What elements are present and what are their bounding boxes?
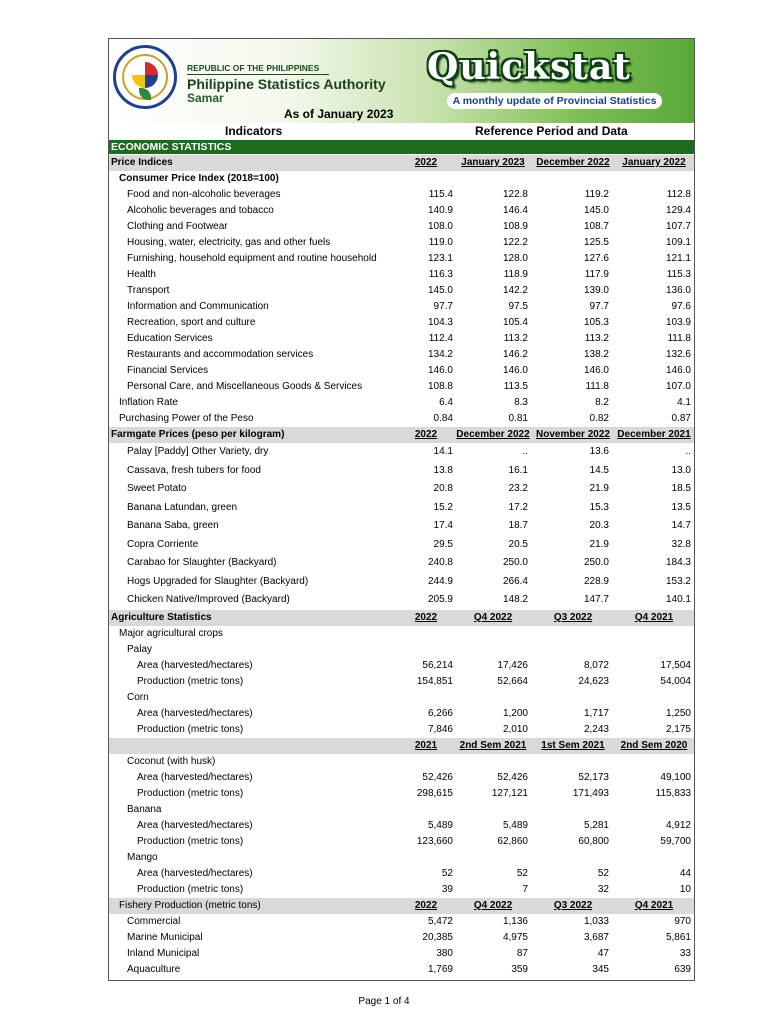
data-cell: 3,687 [583,931,609,943]
data-cell: 18.5 [671,483,691,494]
data-cell: 49,100 [660,771,691,783]
data-cell: 97.7 [433,301,453,312]
table-row [109,347,694,363]
data-cell: 1,033 [583,915,609,927]
data-cell: 15.2 [433,501,453,513]
data-cell: 16.1 [508,464,528,476]
data-cell: 244.9 [427,575,453,587]
data-cell: 184.3 [665,557,691,568]
data-cell: 154,851 [416,675,453,687]
row-label: Purchasing Power of the Peso [119,413,254,424]
data-cell: 146.0 [583,365,609,376]
row-label: Major agricultural crops [119,627,223,639]
data-cell: 20,385 [422,931,453,943]
period-header-row [109,898,694,914]
data-cell: 139.0 [583,285,609,296]
period-header: November 2022 [536,429,610,440]
row-label: Production (metric tons) [137,835,244,847]
data-cell: 146.0 [427,365,453,376]
data-cell: 52 [441,867,453,879]
category-label-row [109,802,694,818]
data-cell: 6.4 [439,397,453,408]
data-cell: 39 [441,883,453,895]
data-cell: 0.87 [671,413,691,424]
data-cell: 153.2 [665,575,691,587]
quickstat-title: Quickstat [427,46,631,88]
data-cell: 17,504 [660,659,691,671]
table-row [109,235,694,251]
data-cell: 14.1 [433,446,453,457]
row-label: Banana Saba, green [127,520,219,531]
data-cell: 29.5 [433,538,453,550]
table-row [109,536,694,555]
data-cell: 107.0 [665,381,691,392]
table-row [109,462,694,481]
period-header: 2nd Sem 2020 [620,739,688,751]
data-cell: 13.8 [433,464,453,476]
data-cell: 142.2 [502,285,528,296]
data-cell: 21.9 [589,538,609,550]
data-cell: 128.0 [502,253,528,264]
table-row [109,914,694,930]
row-label: Agriculture Statistics [111,611,212,623]
header-banner [109,39,694,123]
table-row [109,331,694,347]
data-cell: 8.3 [514,397,528,408]
row-label: Recreation, sport and culture [127,317,256,328]
data-cell: 118.9 [503,269,528,280]
as-of-date: As of January 2023 [284,107,394,121]
row-label: Commercial [127,915,181,927]
quickstat-sheet [108,38,695,981]
row-label: Banana [127,803,162,815]
table-row [109,834,694,850]
data-cell: 24,623 [578,675,609,687]
data-cell: 97.6 [671,301,691,312]
row-label: Sweet Potato [127,483,187,494]
data-cell: 115.3 [666,269,691,280]
data-cell: 116.3 [428,269,453,280]
data-cell: 132.6 [665,349,691,360]
table-row [109,219,694,235]
table-row [109,267,694,283]
row-label: Farmgate Prices (peso per kilogram) [111,429,285,440]
row-label: Production (metric tons) [137,675,244,687]
data-cell: 148.2 [502,594,528,605]
table-row [109,770,694,786]
data-cell: 146.2 [502,349,528,360]
row-label: Inland Municipal [127,947,200,959]
row-label: Chicken Native/Improved (Backyard) [127,594,290,605]
republic-label: REPUBLIC OF THE PHILIPPINES [187,63,329,75]
data-cell: 7 [522,883,528,895]
data-cell: 1,136 [502,915,528,927]
data-cell: 146.4 [502,205,528,216]
data-cell: 10 [679,883,691,895]
data-cell: 13.6 [589,446,609,457]
data-cell: 47 [597,947,609,959]
data-cell: 109.1 [665,237,691,248]
table-row [109,395,694,411]
data-cell: 112.4 [428,333,453,344]
reference-header: Reference Period and Data [475,124,628,138]
row-label: Area (harvested/hectares) [137,707,253,719]
data-cell: 52 [597,867,609,879]
table-row [109,573,694,592]
province-name: Samar [187,91,224,105]
period-header: 2022 [414,611,438,623]
row-label: Food and non-alcoholic beverages [127,189,281,200]
data-cell: 250.0 [583,557,609,568]
data-cell: 111.8 [585,381,609,392]
data-cell: 5,281 [583,819,609,831]
row-label: Marine Municipal [127,931,203,943]
data-cell: 146.0 [665,365,691,376]
data-cell: 119.0 [428,237,453,248]
data-cell: 970 [674,915,691,927]
row-label: Cassava, fresh tubers for food [127,464,261,476]
category-label-row [109,850,694,866]
data-cell: 20.8 [433,483,453,494]
table-row [109,946,694,962]
data-cell: 105.4 [502,317,528,328]
section-header-row [109,427,694,443]
row-label: Area (harvested/hectares) [137,819,253,831]
row-label: Production (metric tons) [137,723,244,735]
row-label: Production (metric tons) [137,787,244,799]
period-header: Q4 2021 [634,899,674,911]
data-cell: 60,800 [578,835,609,847]
data-cell: 129.4 [665,205,691,216]
data-cell: 127,121 [491,787,528,799]
data-cell: 13.0 [671,464,691,476]
data-cell: 2,175 [665,723,691,735]
data-cell: 298,615 [416,787,453,799]
table-row [109,187,694,203]
indicators-header: Indicators [225,124,283,138]
data-cell: 0.81 [508,413,528,424]
row-label: Coconut (with husk) [127,755,216,767]
data-cell: .. [685,446,691,457]
table-row [109,283,694,299]
table-row [109,443,694,462]
economic-statistics-bar: ECONOMIC STATISTICS [109,140,694,154]
row-label: Health [127,269,156,280]
data-cell: 122.2 [502,237,528,248]
data-cell: 103.9 [665,317,691,328]
data-cell: 121.1 [665,253,691,264]
table-row [109,930,694,946]
table-row [109,706,694,722]
period-header: Q3 2022 [553,611,593,623]
data-cell: 108.8 [427,381,453,392]
row-label: Restaurants and accommodation services [127,349,314,360]
table-row [109,866,694,882]
table-row [109,203,694,219]
data-cell: 0.82 [589,413,609,424]
data-cell: 145.0 [427,285,453,296]
data-cell: 145.0 [583,205,609,216]
row-label: Furnishing, household equipment and routine household [127,253,377,264]
row-label: Area (harvested/hectares) [137,867,253,879]
period-header: Q4 2022 [473,611,513,623]
data-cell: 1,717 [583,707,609,719]
table-row [109,379,694,395]
data-cell: 14.7 [671,520,691,531]
data-cell: 5,472 [427,915,453,927]
psa-seal-icon [113,45,177,109]
data-cell: 119.2 [584,189,609,200]
data-cell: 345 [592,963,609,975]
data-cell: 134.2 [427,349,453,360]
data-cell: 5,489 [502,819,528,831]
table-row [109,299,694,315]
data-cell: 52,426 [422,771,453,783]
data-cell: 147.7 [583,594,609,605]
data-cell: 97.7 [589,301,609,312]
table-row [109,674,694,690]
table-row [109,315,694,331]
data-cell: 44 [679,867,691,879]
data-cell: 52,664 [497,675,528,687]
row-label: Carabao for Slaughter (Backyard) [127,557,277,568]
table-row [109,251,694,267]
row-label: Housing, water, electricity, gas and other fuels [127,237,331,248]
data-cell: 2,243 [583,723,609,735]
data-cell: 240.8 [427,557,453,568]
data-cell: 62,860 [497,835,528,847]
data-cell: 5,489 [427,819,453,831]
table-row [109,962,694,978]
row-label: Aquaculture [127,963,181,975]
data-cell: 122.8 [502,189,528,200]
period-header: 2022 [414,157,438,168]
data-cell: 21.9 [589,483,609,494]
period-header: December 2022 [536,157,610,168]
data-cell: 108.7 [583,221,609,232]
data-cell: 5,861 [665,931,691,943]
row-label: Alcoholic beverages and tobacco [127,205,274,216]
data-cell: 32.8 [671,538,691,550]
data-cell: 15.3 [589,501,609,513]
row-label: Personal Care, and Miscellaneous Goods & Services [127,381,363,392]
table-row [109,882,694,898]
table-row [109,722,694,738]
data-cell: 104.3 [427,317,453,328]
data-cell: 20.5 [508,538,528,550]
period-header: 2nd Sem 2021 [459,739,527,751]
table-row [109,499,694,518]
data-cell: 2,010 [502,723,528,735]
data-cell: 228.9 [583,575,609,587]
data-cell: 18.7 [508,520,528,531]
period-header: 1st Sem 2021 [541,739,605,751]
category-label-row [109,754,694,770]
data-cell: 108.0 [427,221,453,232]
data-cell: 52,173 [578,771,609,783]
data-cell: 266.4 [502,575,528,587]
data-cell: 250.0 [502,557,528,568]
table-row [109,786,694,802]
row-label: Inflation Rate [119,397,178,408]
period-header: January 2022 [622,157,686,168]
category-label-row [109,171,694,187]
data-cell: 14.5 [589,464,609,476]
data-cell: 52,426 [497,771,528,783]
data-cell: 87 [516,947,528,959]
data-cell: 359 [511,963,528,975]
period-header: December 2021 [617,429,691,440]
data-cell: 105.3 [583,317,609,328]
data-cell: 13.5 [671,501,691,513]
row-label: Consumer Price Index (2018=100) [119,173,279,184]
data-cell: 117.9 [584,269,609,280]
row-label: Palay [127,643,153,655]
period-header-row [109,738,694,754]
data-cell: .. [522,446,528,457]
data-cell: 17.4 [433,520,453,531]
period-header: 2021 [414,739,438,751]
data-cell: 107.7 [665,221,691,232]
data-cell: 54,004 [660,675,691,687]
data-cell: 205.9 [427,594,453,605]
row-label: Banana Latundan, green [127,501,238,513]
row-label: Corn [127,691,149,703]
data-cell: 7,846 [427,723,453,735]
period-header: 2022 [414,429,438,440]
data-cell: 1,250 [665,707,691,719]
data-cell: 380 [436,947,453,959]
data-cell: 171,493 [572,787,609,799]
table-row [109,591,694,610]
data-cell: 125.5 [583,237,609,248]
data-cell: 639 [674,963,691,975]
data-cell: 4.1 [677,397,691,408]
data-cell: 17.2 [508,501,528,513]
data-cell: 113.2 [584,333,609,344]
data-cell: 123,660 [416,835,453,847]
period-header: December 2022 [456,429,530,440]
column-header [109,123,694,140]
row-label: Education Services [127,333,213,344]
data-cell: 17,426 [497,659,528,671]
row-label: Palay [Paddy] Other Variety, dry [127,446,269,457]
period-header: 2022 [414,899,438,911]
data-cell: 127.6 [583,253,609,264]
category-label-row [109,642,694,658]
period-header: Q4 2021 [634,611,674,623]
section-header-row [109,155,694,171]
period-header: Q4 2022 [473,899,513,911]
data-cell: 23.2 [508,483,528,494]
data-cell: 1,200 [502,707,528,719]
data-cell: 123.1 [427,253,453,264]
page-number: Page 1 of 4 [358,996,410,1007]
table-row [109,480,694,499]
data-cell: 115.4 [428,189,453,200]
data-cell: 32 [597,883,609,895]
data-cell: 115,833 [655,787,691,799]
table-row [109,658,694,674]
data-cell: 111.8 [667,333,691,344]
row-label: Copra Corriente [127,538,199,550]
data-cell: 59,700 [660,835,691,847]
data-cell: 140.1 [665,594,691,605]
row-label: Information and Communication [127,301,269,312]
data-cell: 56,214 [422,659,453,671]
period-header: Q3 2022 [553,899,593,911]
data-cell: 138.2 [583,349,609,360]
data-cell: 52 [516,867,528,879]
data-cell: 140.9 [427,205,453,216]
data-cell: 33 [679,947,691,959]
row-label: Production (metric tons) [137,883,244,895]
data-cell: 146.0 [502,365,528,376]
data-cell: 4,912 [665,819,691,831]
category-label-row [109,626,694,642]
row-label: Area (harvested/hectares) [137,771,253,783]
data-cell: 113.5 [503,381,528,392]
data-cell: 1,769 [427,963,453,975]
data-cell: 4,975 [502,931,528,943]
row-label: Clothing and Footwear [127,221,228,232]
table-row [109,517,694,536]
row-label: Financial Services [127,365,209,376]
row-label: Hogs Upgraded for Slaughter (Backyard) [127,575,309,587]
data-cell: 8.2 [595,397,609,408]
row-label: Fishery Production (metric tons) [119,899,261,911]
table-row [109,818,694,834]
data-cell: 8,072 [583,659,609,671]
row-label: Transport [127,285,170,296]
data-cell: 113.2 [503,333,528,344]
tagline: A monthly update of Provincial Statistics [447,93,662,109]
row-label: Mango [127,851,158,863]
data-cell: 108.9 [502,221,528,232]
data-cell: 0.84 [433,413,453,424]
table-row [109,411,694,427]
category-label-row [109,690,694,706]
data-cell: 20.3 [589,520,609,531]
data-cell: 112.8 [666,189,691,200]
table-row [109,363,694,379]
row-label: Area (harvested/hectares) [137,659,253,671]
period-header: January 2023 [461,157,525,168]
table-row [109,554,694,573]
data-cell: 6,266 [427,707,453,719]
data-cell: 97.5 [508,301,528,312]
section-header-row [109,610,694,626]
row-label: Price Indices [111,157,173,168]
agency-name: Philippine Statistics Authority [187,76,386,92]
data-cell: 136.0 [665,285,691,296]
